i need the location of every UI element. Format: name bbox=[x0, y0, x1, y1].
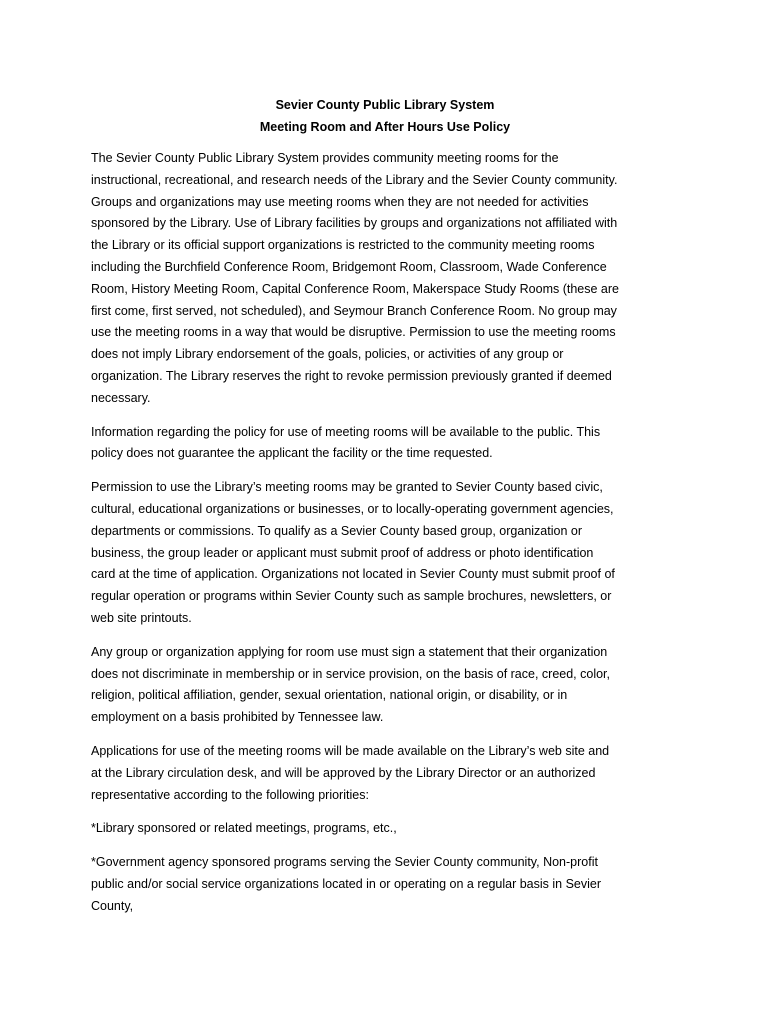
paragraph-line: organization. The Library reserves the right to revoke permission previously granted if deemed bbox=[91, 368, 612, 383]
paragraph-line: *Library sponsored or related meetings, programs, etc., bbox=[91, 821, 397, 836]
paragraph-line: including the Burchfield Conference Room, Bridgemont Room, Classroom, Wade Conference bbox=[91, 259, 607, 274]
paragraph-line: County, bbox=[91, 898, 134, 913]
paragraph-1 bbox=[91, 148, 691, 410]
paragraph-line: departments or commissions. To qualify as a Sevier County based group, organization or bbox=[91, 523, 582, 538]
paragraph-line: web site printouts. bbox=[91, 610, 192, 625]
paragraph-line: *Government agency sponsored programs serving the Sevier County community, Non-profit bbox=[91, 855, 598, 870]
paragraph-line: does not imply Library endorsement of the goals, policies, or activities of any group or bbox=[91, 347, 564, 362]
paragraph-line: business, the group leader or applicant must submit proof of address or photo identification bbox=[91, 545, 594, 560]
paragraph-line: first come, first served, not scheduled), and Seymour Branch Conference Room. No group may bbox=[91, 303, 617, 318]
document-title bbox=[0, 94, 770, 138]
paragraph-line: religion, political affiliation, gender, sexual orientation, national origin, or disability, or in bbox=[91, 688, 568, 703]
paragraph-line: The Sevier County Public Library System provides community meeting rooms for the bbox=[91, 151, 559, 165]
paragraph-line: does not discriminate in membership or in service provision, on the basis of race, creed, color, bbox=[91, 666, 610, 681]
paragraph-line: at the Library circulation desk, and will be approved by the Library Director or an authorized bbox=[91, 765, 596, 780]
title-line-1: Sevier County Public Library System bbox=[275, 98, 495, 112]
paragraph-2 bbox=[91, 422, 691, 466]
paragraph-line: Any group or organization applying for room use must sign a statement that their organization bbox=[91, 644, 608, 659]
paragraph-line: Applications for use of the meeting rooms will be made available on the Library’s web site and bbox=[91, 743, 610, 758]
paragraph-line: cultural, educational organizations or businesses, or to locally-operating government agencies, bbox=[91, 501, 614, 516]
paragraph-line: the Library or its official support organizations is restricted to the community meeting rooms bbox=[91, 238, 595, 253]
paragraph-line: public and/or social service organizations located in or operating on a regular basis in Sevier bbox=[91, 876, 602, 891]
paragraph-line: regular operation or programs within Sevier County such as sample brochures, newsletters, or bbox=[91, 589, 612, 604]
paragraph-line: necessary. bbox=[91, 390, 151, 405]
paragraph-line: sponsored by the Library. Use of Library facilities by groups and organizations not affiliated with bbox=[91, 216, 618, 231]
paragraph-line: Groups and organizations may use meeting rooms when they are not needed for activities bbox=[91, 194, 589, 209]
document-body bbox=[91, 148, 691, 930]
paragraph-4 bbox=[91, 642, 691, 729]
paragraph-line: Information regarding the policy for use of meeting rooms will be available to the public. This bbox=[91, 424, 601, 439]
paragraph-line: representative according to the following priorities: bbox=[91, 787, 369, 802]
title-line-2: Meeting Room and After Hours Use Policy bbox=[259, 120, 511, 134]
paragraph-3 bbox=[91, 477, 691, 630]
paragraph-7 bbox=[91, 852, 691, 917]
paragraph-line: instructional, recreational, and research needs of the Library and the Sevier County community. bbox=[91, 172, 618, 187]
paragraph-line: policy does not guarantee the applicant the facility or the time requested. bbox=[91, 446, 493, 461]
paragraph-5 bbox=[91, 741, 691, 806]
paragraph-line: card at the time of application. Organizations not located in Sevier County must submit proof of bbox=[91, 567, 615, 582]
paragraph-line: use the meeting rooms in a way that would be disruptive. Permission to use the meeting rooms bbox=[91, 325, 616, 340]
paragraph-line: employment on a basis prohibited by Tennessee law. bbox=[91, 710, 384, 725]
paragraph-line: Permission to use the Library’s meeting rooms may be granted to Sevier County based civic, bbox=[91, 480, 603, 495]
paragraph-6 bbox=[91, 818, 691, 840]
paragraph-line: Room, History Meeting Room, Capital Conference Room, Makerspace Study Rooms (these are bbox=[91, 281, 619, 296]
